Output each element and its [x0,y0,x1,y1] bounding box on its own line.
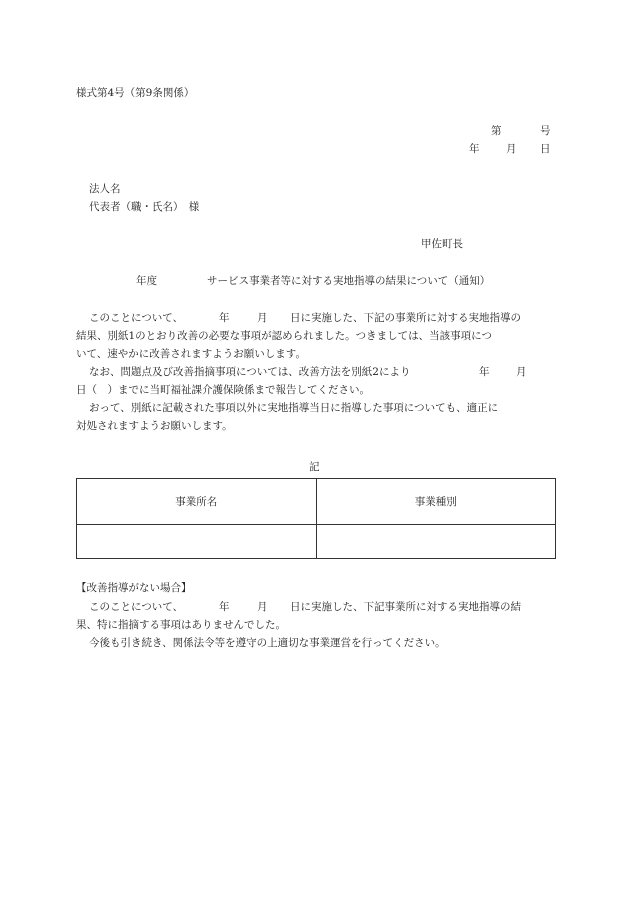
no-issue-line1-a: このことについて、 [89,601,184,613]
ki-label: 記 [309,461,320,473]
header-service-type: 事業種別 [316,479,556,525]
p1-line1-d: 日に実施した、下記の事業所に対する実地指導の [290,312,521,324]
date-year: 年 [469,143,480,155]
p1-line2: 結果、別紙1のとおり改善の必要な事項が認められました。つきましては、当該事項につ [76,330,492,342]
cell-service-type [316,525,556,559]
p2-line2: 日（ ）までに当町福祉課介護保険係まで報告してください。 [76,384,370,396]
doc-number-prefix: 第 [491,125,502,137]
p1-line1-month: 月 [257,312,268,324]
p2-line1-year: 年 [479,366,490,378]
table-row [77,525,556,559]
form-id: 様式第4号（第9条関係） [76,87,195,99]
sender: 甲佐町長 [421,238,463,250]
table-header-row [77,479,556,525]
no-issue-heading: 【改善指導がない場合】 [76,582,192,594]
p1-line1-a: このことについて、 [89,312,184,324]
date-day: 日 [540,143,551,155]
title-year-label: 年度 [136,275,157,287]
p1-line1-year: 年 [219,312,230,324]
cell-facility-name [77,525,317,559]
no-issue-line2: 果、特に指摘する事項はありませんでした。 [76,619,286,631]
doc-number-suffix: 号 [540,125,551,137]
no-issue-line1-d: 日に実施した、下記事業所に対する実地指導の結 [290,601,521,613]
p2-line1-a: なお、問題点及び改善指摘事項については、改善方法を別紙2により [89,366,411,378]
document-title: サービス事業者等に対する実地指導の結果について（通知） [207,275,491,287]
facility-table [76,478,556,559]
no-issue-line1-month: 月 [257,601,268,613]
corp-name-label: 法人名 [89,183,121,195]
p2-line1-month: 月 [516,366,527,378]
header-facility-name: 事業所名 [77,479,317,525]
p3-line2: 対処されますようお願いします。 [76,420,233,432]
representative-label: 代表者（職・氏名） 様 [89,201,200,213]
p1-line3: いて、速やかに改善されますようお願いします。 [76,348,306,360]
no-issue-line3: 今後も引き続き、関係法令等を遵守の上適切な事業運営を行ってください。 [89,637,446,649]
date-month: 月 [506,143,517,155]
p3-line1: おって、別紙に記載された事項以外に実地指導当日に指導した事項についても、適正に [89,402,499,414]
no-issue-line1-year: 年 [219,601,230,613]
